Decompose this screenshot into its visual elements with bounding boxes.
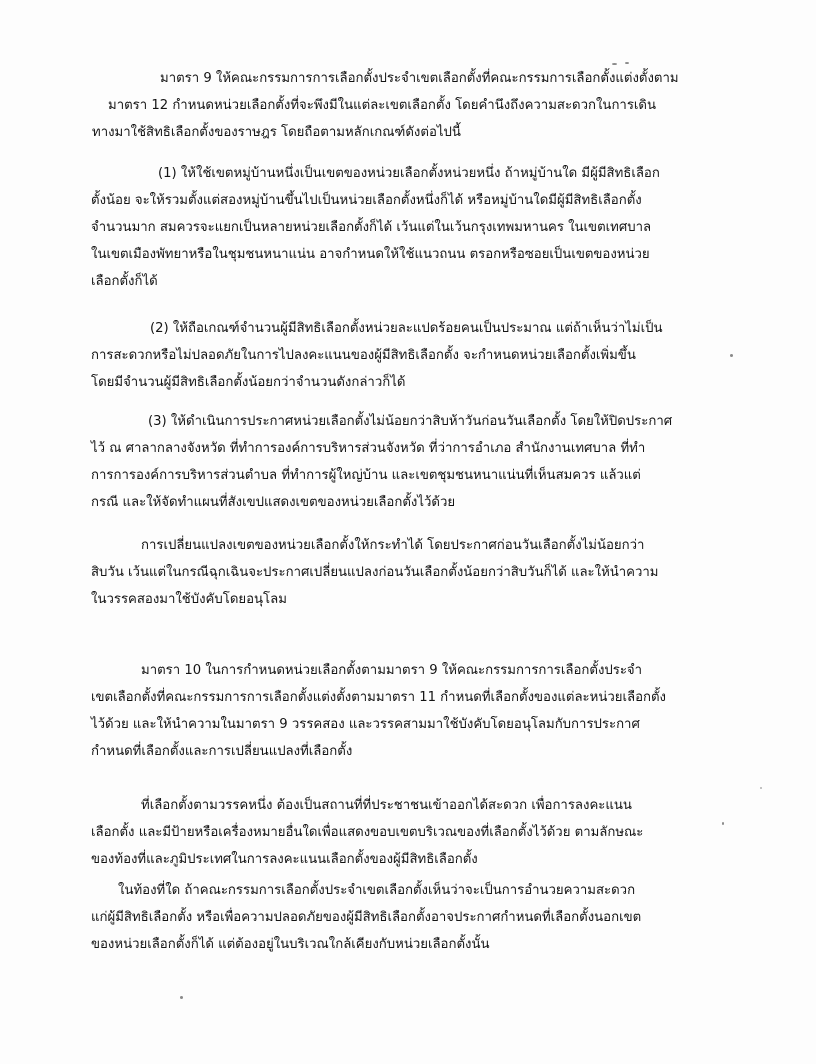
text-line: การเปลี่ยนแปลงเขตของหน่วยเลือกตั้งให้กระทำได้ โดยประกาศก่อนวันเลือกตั้งไม่น้อยกว่า [141,538,645,553]
text-line: ไว้ ณ ศาลากลางจังหวัด ที่ทำการองค์การบริหารส่วนจังหวัด ที่ว่าการอำเภอ สำนักงานเทศบาล ที่ทำ [91,441,646,456]
text-line: (3) ให้ดำเนินการประกาศหน่วยเลือกตั้งไม่น้อยกว่าสิบห้าวันก่อนวันเลือกตั้ง โดยให้ปิดประกาศ [148,414,673,429]
text-line: เลือกตั้งก็ได้ [91,274,158,289]
text-line: ที่เลือกตั้งตามวรรคหนึ่ง ต้องเป็นสถานที่ที่ประชาชนเข้าออกได้สะดวก เพื่อการลงคะแนน [141,798,632,813]
scan-speck [722,822,724,825]
text-line: การการองค์การบริหารส่วนตำบล ที่ทำการผู้ใหญ่บ้าน และเขตชุมชนหนาแน่นที่เห็นสมควร แล้วแต่ [91,468,641,483]
text-line: ในท้องที่ใด ถ้าคณะกรรมการเลือกตั้งประจำเขตเลือกตั้งเห็นว่าจะเป็นการอำนวยความสะดวก [118,883,636,898]
text-line: (2) ให้ถือเกณฑ์จำนวนผู้มีสิทธิเลือกตั้งหน่วยละแปดร้อยคนเป็นประมาณ แต่ถ้าเห็นว่าไม่เป็น [150,321,663,336]
text-line: เลือกตั้ง และมีป้ายหรือเครื่องหมายอื่นใดเพื่อแสดงขอบเขตบริเวณของที่เลือกตั้งไว้ด้วย ตามลักษณะ [91,825,644,840]
text-line: ของหน่วยเลือกตั้งก็ได้ แต่ต้องอยู่ในบริเวณใกล้เคียงกับหน่วยเลือกตั้งนั้น [91,937,490,952]
text-line: ทางมาใช้สิทธิเลือกตั้งของราษฎร โดยถือตามหลักเกณฑ์ดังต่อไปนี้ [92,125,461,140]
text-line: โดยมีจำนวนผู้มีสิทธิเลือกตั้งน้อยกว่าจำนวนดังกล่าวก็ได้ [91,375,406,390]
text-line: เขตเลือกตั้งที่คณะกรรมการการเลือกตั้งแต่งตั้งตามมาตรา 11 กำหนดที่เลือกตั้งของแต่ละหน่วยเลือกตั้ง [91,690,666,705]
text-line: ในเขตเมืองพัทยาหรือในชุมชนหนาแน่น อาจกำหนดให้ใช้แนวถนน ตรอกหรือซอยเป็นเขตของหน่วย [91,247,650,262]
text-line: การสะดวกหรือไม่ปลอดภัยในการไปลงคะแนนของผู้มีสิทธิเลือกตั้ง จะกำหนดหน่วยเลือกตั้งเพิ่มขึ้น [91,348,636,363]
scan-speck [612,63,617,65]
text-line: สิบวัน เว้นแต่ในกรณีฉุกเฉินจะประกาศเปลี่ยนแปลงก่อนวันเลือกตั้งน้อยกว่าสิบวันก็ได้ และให้นำความ [91,565,659,580]
text-line: มาตรา 12 กำหนดหน่วยเลือกตั้งที่จะพึงมีในแต่ละเขตเลือกตั้ง โดยคำนึงถึงความสะดวกในการเดิน [108,98,657,113]
text-line: มาตรา 9 ให้คณะกรรมการการเลือกตั้งประจำเขตเลือกตั้งที่คณะกรรมการเลือกตั้งแต่งตั้งตาม [160,71,679,86]
scan-speck [180,996,183,999]
scan-speck [730,354,733,357]
text-line: แก่ผู้มีสิทธิเลือกตั้ง หรือเพื่อความปลอดภัยของผู้มีสิทธิเลือกตั้งอาจประกาศกำหนดที่เลือกตั้งนอกเขต [91,910,642,925]
text-line: (1) ให้ใช้เขตหมู่บ้านหนึ่งเป็นเขตของหน่วยเลือกตั้งหน่วยหนึ่ง ถ้าหมู่บ้านใด มีผู้มีสิทธิเลือก [158,166,660,181]
text-line: มาตรา 10 ในการกำหนดหน่วยเลือกตั้งตามมาตรา 9 ให้คณะกรรมการการเลือกตั้งประจำ [141,663,643,678]
text-line: ในวรรคสองมาใช้บังคับโดยอนุโลม [91,592,287,607]
text-line: กำหนดที่เลือกตั้งและการเปลี่ยนแปลงที่เลือกตั้ง [91,744,353,759]
text-line: ไว้ด้วย และให้นำความในมาตรา 9 วรรคสอง และวรรคสามมาใช้บังคับโดยอนุโลมกับการประกาศ [91,717,640,732]
scan-speck [625,62,629,64]
text-line: จำนวนมาก สมควรจะแยกเป็นหลายหน่วยเลือกตั้งก็ได้ เว้นแต่ในเว้นกรุงเทพมหานคร ในเขตเทศบาล [91,220,652,235]
text-line: ตั้งน้อย จะให้รวมตั้งแต่สองหมู่บ้านขึ้นไปเป็นหน่วยเลือกตั้งหนึ่งก็ได้ หรือหมู่บ้านใดมีผู้มีสิทธิเลือกตั้ง [91,193,642,208]
text-line: กรณี และให้จัดทำแผนที่สังเขปแสดงเขตของหน่วยเลือกตั้งไว้ด้วย [91,495,456,510]
scan-speck [760,787,762,789]
text-line: ของท้องที่และภูมิประเทศในการลงคะแนนเลือกตั้งของผู้มีสิทธิเลือกตั้ง [91,852,478,867]
